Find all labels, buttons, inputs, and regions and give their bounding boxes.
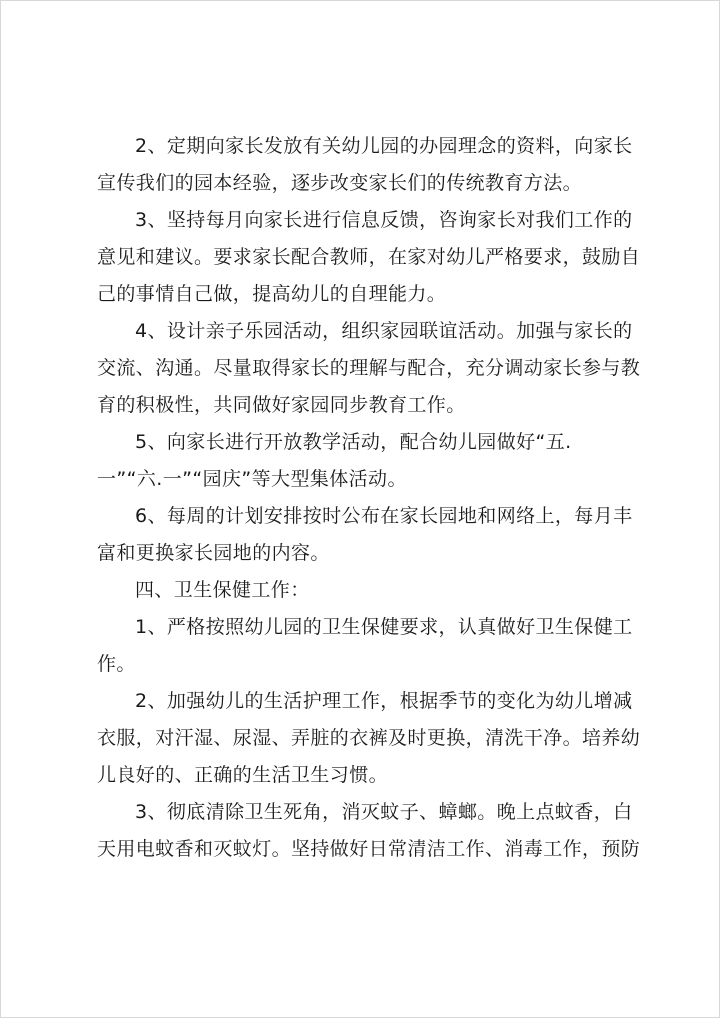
document-body [97, 128, 645, 868]
text-line: 富和更换家长园地的内容。 [97, 542, 330, 564]
text-line: 3、坚持每月向家长进行信息反馈，咨询家长对我们工作的 [135, 209, 633, 231]
text-line: 育的积极性，共同做好家园同步教育工作。 [97, 394, 466, 416]
text-line: 交流、沟通。尽量取得家长的理解与配合，充分调动家长参与教 [97, 357, 641, 379]
text-line: 3、彻底清除卫生死角，消灭蚊子、蟑螂。晚上点蚊香，白 [135, 801, 633, 823]
text-line: 6、每周的计划安排按时公布在家长园地和网络上，每月丰 [135, 505, 633, 527]
text-line: 1、严格按照幼儿园的卫生保健要求，认真做好卫生保健工 [135, 616, 633, 638]
text-line: 2、定期向家长发放有关幼儿园的办园理念的资料，向家长 [135, 135, 633, 157]
text-line: 衣服，对汗湿、尿湿、弄脏的衣裤及时更换，清洗干净。培养幼 [97, 727, 641, 749]
text-line: 己的事情自己做，提高幼儿的自理能力。 [97, 283, 447, 305]
text-line: 天用电蚊香和灭蚊灯。坚持做好日常清洁工作、消毒工作，预防 [97, 838, 641, 860]
section-heading: 四、卫生保健工作： [135, 579, 310, 601]
text-line: 作。 [97, 653, 136, 675]
text-line: 一”“六.一”“园庆”等大型集体活动。 [97, 468, 407, 490]
text-line: 4、设计亲子乐园活动，组织家园联谊活动。加强与家长的 [135, 320, 633, 342]
text-line: 2、加强幼儿的生活护理工作，根据季节的变化为幼儿增减 [135, 690, 633, 712]
text-line: 宣传我们的园本经验，逐步改变家长们的传统教育方法。 [97, 172, 583, 194]
text-line: 5、向家长进行开放教学活动，配合幼儿园做好“五. [135, 431, 572, 453]
text-line: 儿良好的、正确的生活卫生习惯。 [97, 764, 389, 786]
text-line: 意见和建议。要求家长配合教师，在家对幼儿严格要求，鼓励自 [97, 246, 641, 268]
